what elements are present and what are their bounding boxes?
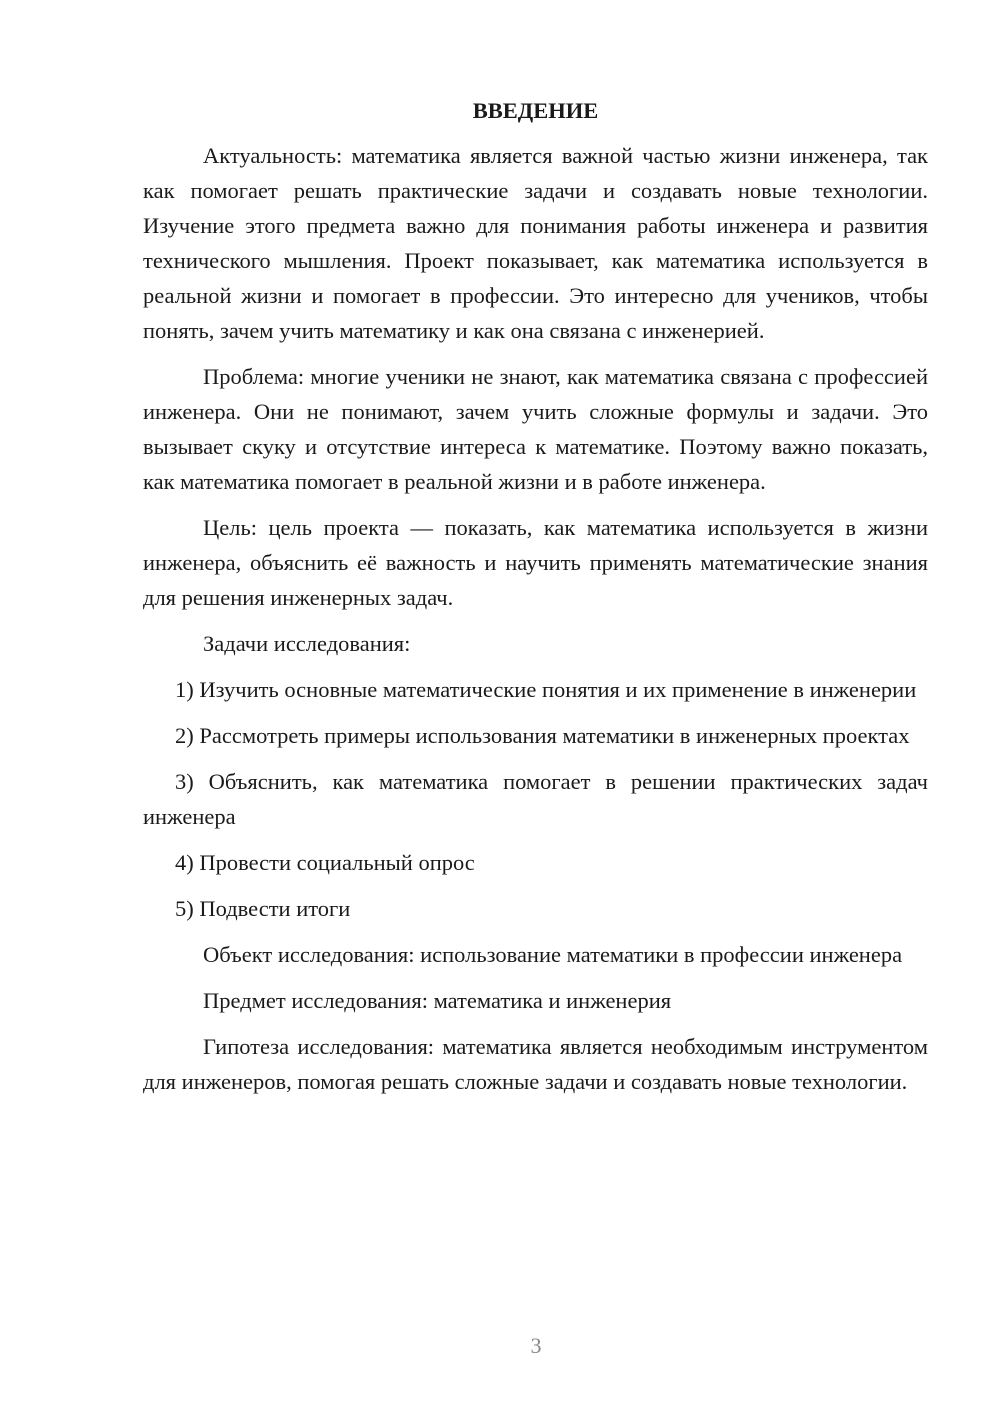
tasks-heading: Задачи исследования: — [203, 631, 411, 656]
page-content — [143, 93, 928, 1110]
task-item-3: 3) Объяснить, как математика помогает в решении практических задач инженера — [143, 769, 928, 829]
relevance-paragraph: Актуальность: математика является важной частью жизни инженера, так как помогает решать практические задачи и создавать новые технологии. Изучение этого предмета важно для понимания работы инженера и развития технического мышления. Проект показывает, как математика используется в реальной жизни и помогает в профессии. Это интересно для учеников, чтобы понять, зачем учить математику и как она связана с инженерией. — [143, 143, 928, 343]
task-item-2: 2) Рассмотреть примеры использования математики в инженерных проектах — [175, 723, 910, 748]
task-item-1: 1) Изучить основные математические понятия и их применение в инженерии — [175, 677, 917, 702]
task-item-4: 4) Провести социальный опрос — [175, 850, 475, 875]
object-paragraph: Объект исследования: использование математики в профессии инженера — [203, 942, 903, 967]
task-item-5: 5) Подвести итоги — [175, 896, 351, 921]
subject-paragraph: Предмет исследования: математика и инженерия — [203, 988, 672, 1013]
page-number: 3 — [530, 1333, 542, 1358]
goal-paragraph: Цель: цель проекта — показать, как математика используется в жизни инженера, объяснить её важность и научить применять математические знания для решения инженерных задач. — [143, 515, 928, 610]
problem-paragraph: Проблема: многие ученики не знают, как математика связана с профессией инженера. Они не понимают, зачем учить сложные формулы и задачи. Это вызывает скуку и отсутствие интереса к математике. Поэтому важно показать, как математика помогает в реальной жизни и в работе инженера. — [143, 364, 928, 494]
section-title: ВВЕДЕНИЕ — [472, 98, 599, 123]
hypothesis-paragraph: Гипотеза исследования: математика является необходимым инструментом для инженеров, помогая решать сложные задачи и создавать новые технологии. — [143, 1034, 928, 1094]
